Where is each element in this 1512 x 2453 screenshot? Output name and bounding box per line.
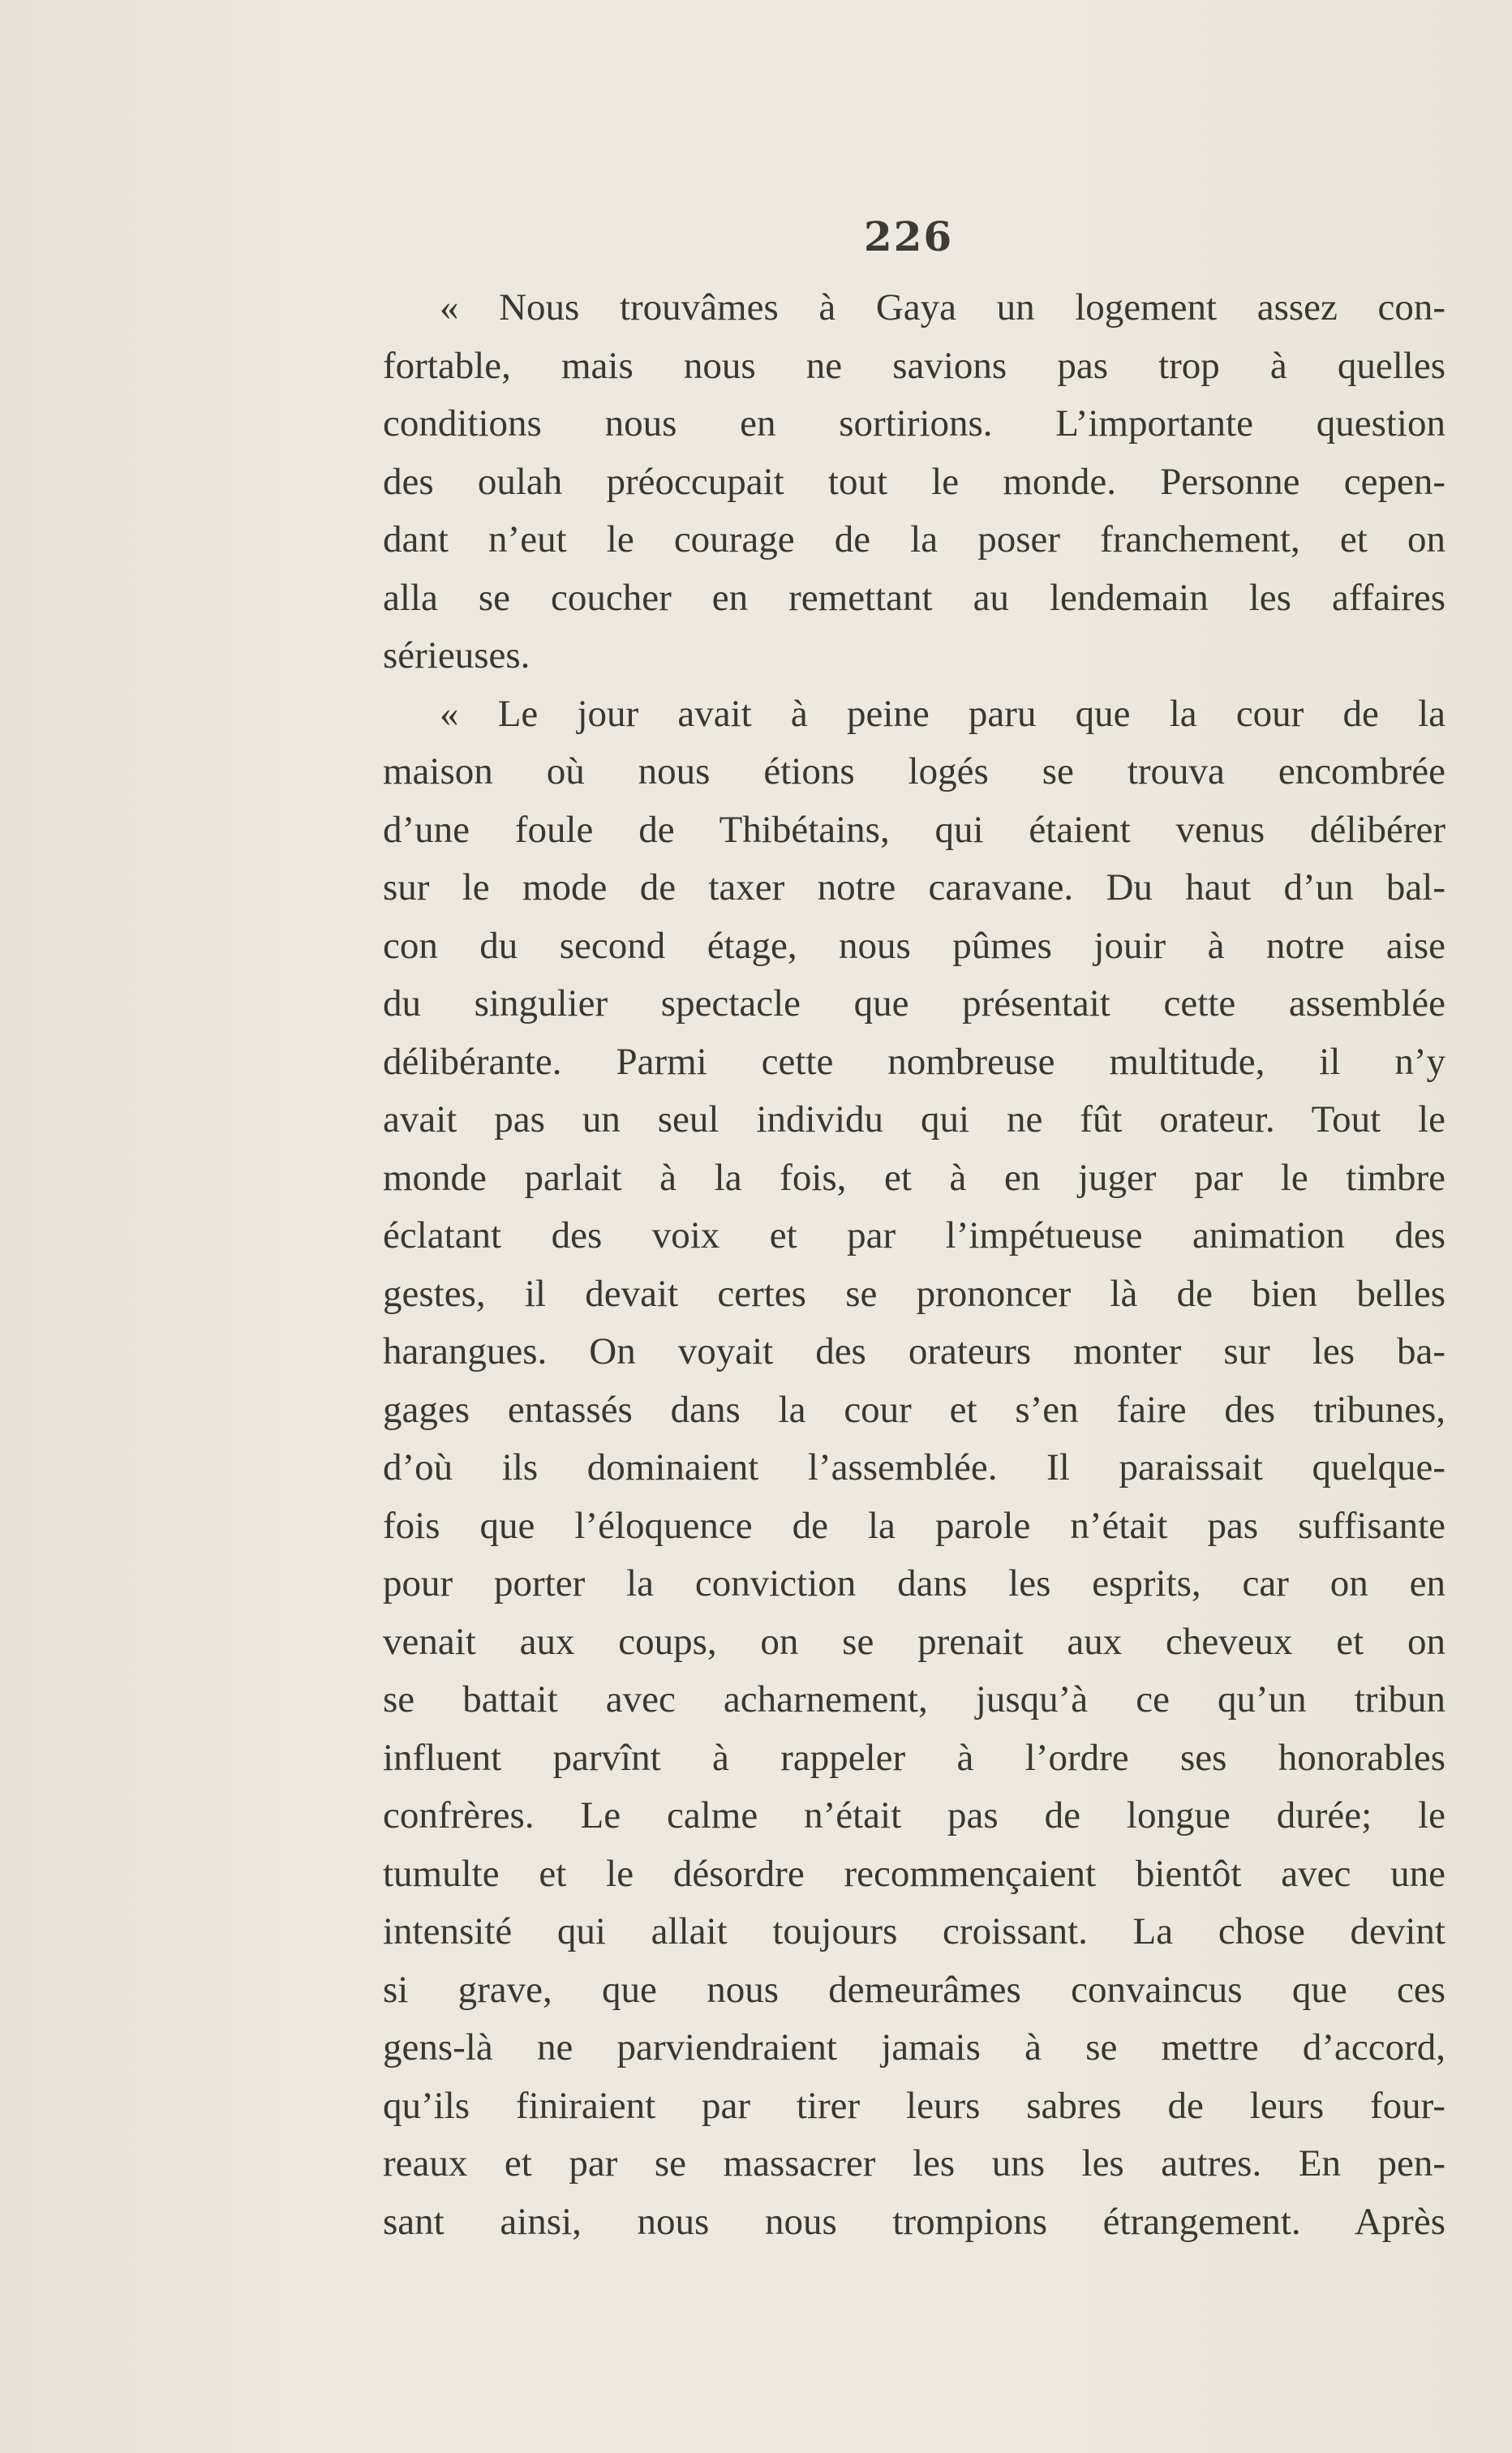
text-line: conditions nous en sortirions. L’importante question (383, 402, 1445, 445)
text-line: tumulte et le désordre recommençaient bientôt avec une (383, 1852, 1445, 1895)
text-line: gens-là ne parviendraient jamais à se mettre d’accord, (383, 2026, 1445, 2069)
page-number: 226 (863, 213, 954, 260)
text-line: qu’ils finiraient par tirer leurs sabres de leurs four- (383, 2084, 1445, 2127)
text-line: gages entassés dans la cour et s’en faire des tribunes, (383, 1388, 1445, 1431)
text-line: éclatant des voix et par l’impétueuse animation des (383, 1214, 1445, 1257)
text-line: se battait avec acharnement, jusqu’à ce qu’un tribun (383, 1678, 1445, 1721)
text-line: avait pas un seul individu qui ne fût orateur. Tout le (383, 1098, 1445, 1141)
text-line: maison où nous étions logés se trouva encombrée (383, 750, 1445, 793)
text-line: alla se coucher en remettant au lendemain les affaires (383, 576, 1445, 619)
text-line: intensité qui allait toujours croissant. La chose devint (383, 1910, 1445, 1953)
text-line: fortable, mais nous ne savions pas trop à quelles (383, 344, 1445, 387)
text-line: confrères. Le calme n’était pas de longue durée; le (383, 1794, 1445, 1837)
text-line: reaux et par se massacrer les uns les autres. En pen- (383, 2142, 1445, 2185)
text-line: sérieuses. (383, 634, 530, 677)
text-line: sur le mode de taxer notre caravane. Du haut d’un bal- (383, 866, 1445, 909)
text-line: con du second étage, nous pûmes jouir à notre aise (383, 924, 1445, 967)
text-line: des oulah préoccupait tout le monde. Personne cepen- (383, 460, 1445, 503)
text-line: fois que l’éloquence de la parole n’était pas suffisante (383, 1504, 1445, 1547)
text-line: d’où ils dominaient l’assemblée. Il paraissait quelque- (383, 1446, 1445, 1489)
text-line: du singulier spectacle que présentait cette assemblée (383, 982, 1445, 1025)
text-line: venait aux coups, on se prenait aux cheveux et on (383, 1620, 1445, 1663)
text-line: « Le jour avait à peine paru que la cour de la (440, 692, 1445, 735)
text-line: monde parlait à la fois, et à en juger par le timbre (383, 1156, 1445, 1199)
text-line: d’une foule de Thibétains, qui étaient venus délibérer (383, 808, 1445, 851)
text-line: harangues. On voyait des orateurs monter sur les ba- (383, 1330, 1445, 1373)
body-text (383, 279, 1445, 2251)
text-line: « Nous trouvâmes à Gaya un logement assez con- (440, 286, 1445, 329)
text-line: influent parvînt à rappeler à l’ordre ses honorables (383, 1736, 1445, 1779)
text-line: pour porter la conviction dans les esprits, car on en (383, 1562, 1445, 1605)
text-line: si grave, que nous demeurâmes convaincus que ces (383, 1968, 1445, 2011)
text-line: dant n’eut le courage de la poser franchement, et on (383, 518, 1445, 561)
text-line: gestes, il devait certes se prononcer là de bien belles (383, 1272, 1445, 1315)
text-line: délibérante. Parmi cette nombreuse multitude, il n’y (383, 1040, 1445, 1083)
text-line: sant ainsi, nous nous trompions étrangement. Après (383, 2200, 1445, 2243)
